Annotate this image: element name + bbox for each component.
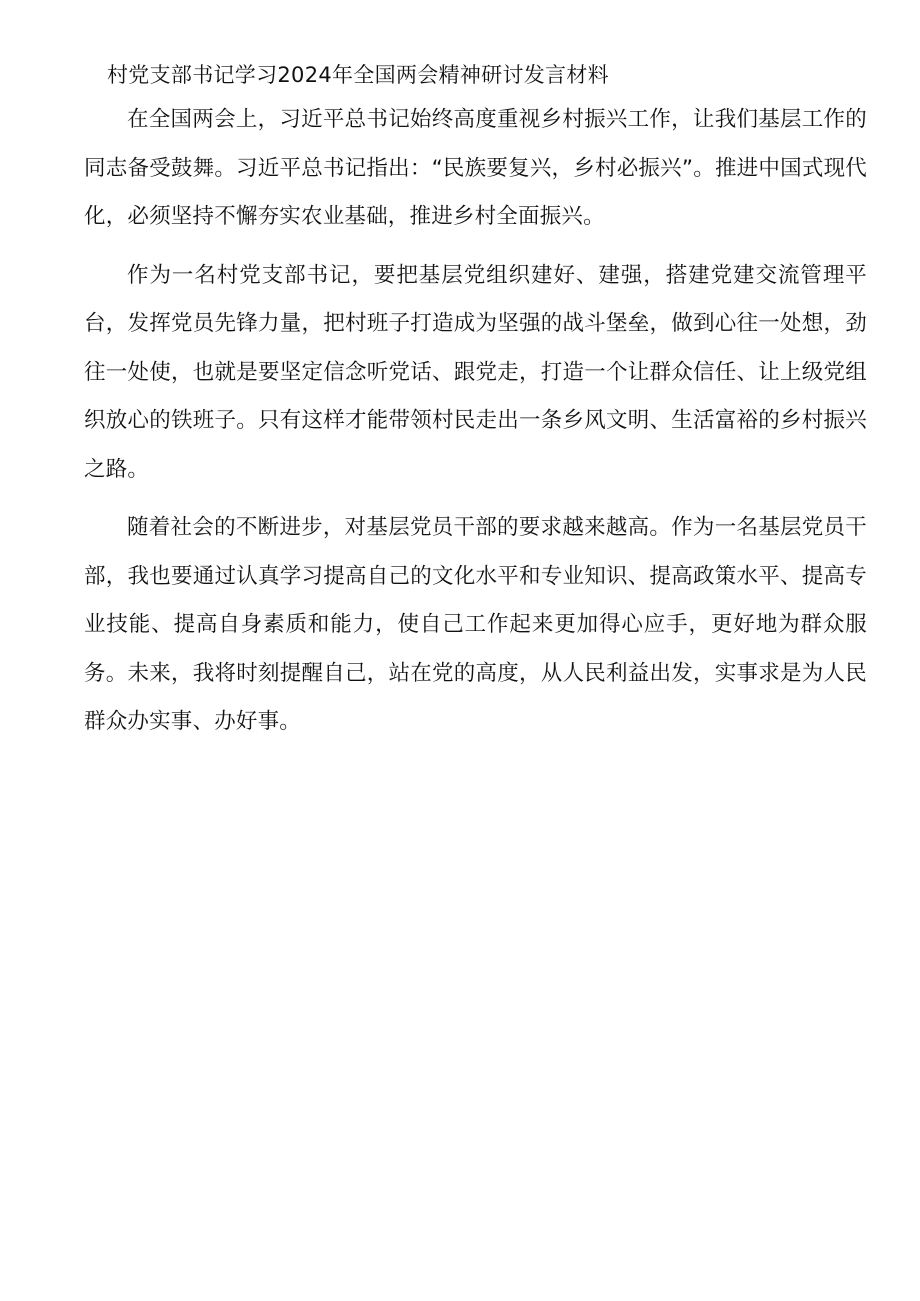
- paragraph-2: 作为一名村党支部书记，要把基层党组织建好、建强，搭建党建交流管理平台，发挥党员先锋力量，把村班子打造成为坚强的战斗堡垒，做到心往一处想，劲往一处使，也就是要坚定信念听党话、跟党走，打造一个让群众信任、让上级党组织放心的铁班子。只有这样才能带领村民走出一条乡风文明、生活富裕的乡村振兴之路。: [84, 262, 867, 482]
- paragraph-1: 在全国两会上，习近平总书记始终高度重视乡村振兴工作，让我们基层工作的同志备受鼓舞。习近平总书记指出：“民族要复兴，乡村必振兴”。推进中国式现代化，必须坚持不懈夯实农业基础，推进乡村全面振兴。: [84, 107, 867, 229]
- paragraph-3: 随着社会的不断进步，对基层党员干部的要求越来越高。作为一名基层党员干部，我也要通过认真学习提高自己的文化水平和专业知识、提高政策水平、提高专业技能、提高自身素质和能力，使自己工作起来更加得心应手，更好地为群众服务。未来，我将时刻提醒自己，站在党的高度，从人民利益出发，实事求是为人民群众办实事、办好事。: [84, 515, 867, 734]
- document-page: [84, 56, 867, 757]
- document-title: 村党支部书记学习2024年全国两会精神研讨发言材料: [107, 63, 609, 87]
